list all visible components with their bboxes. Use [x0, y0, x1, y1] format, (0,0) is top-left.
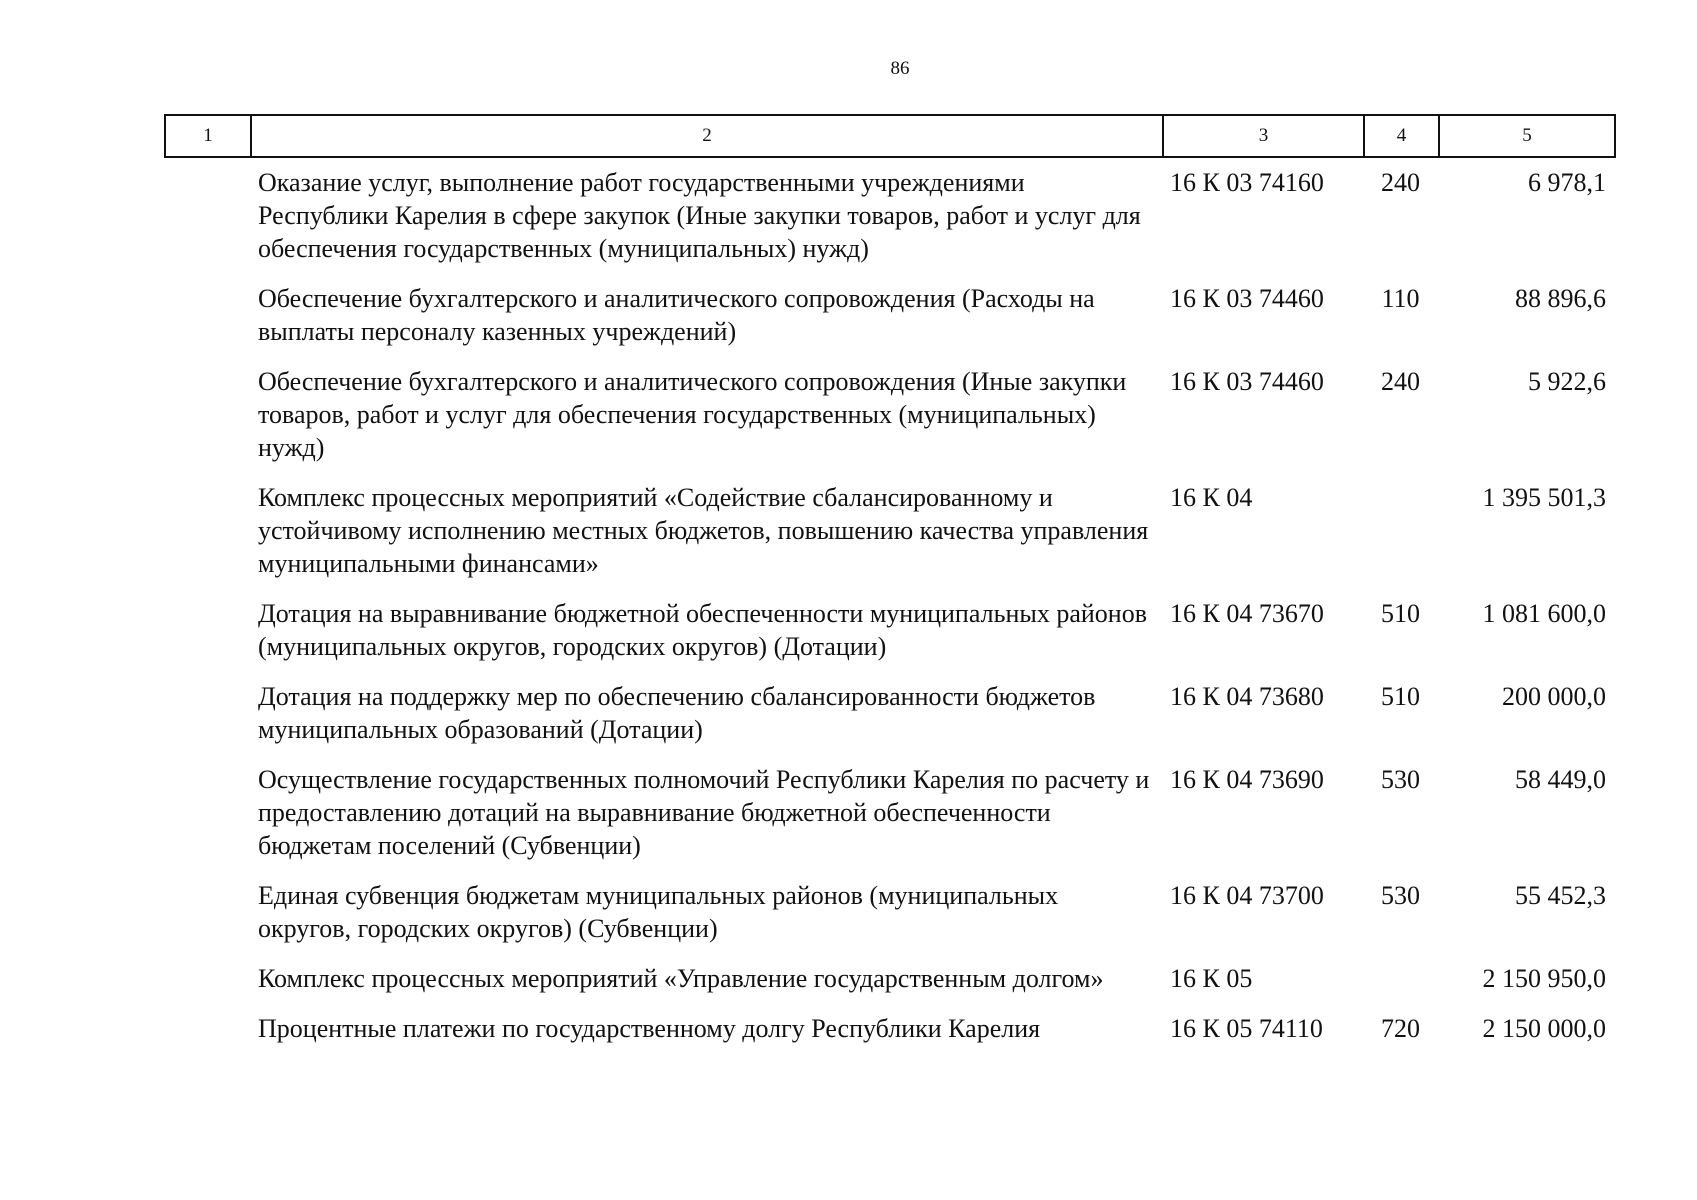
row-amount: 55 452,3	[1515, 881, 1606, 910]
row-description: Комплекс процессных мероприятий «Содействие сбалансированному и устойчивому исполнению местных бюджетов, повышению качества управления муниципальными финансами»	[258, 483, 1149, 578]
row-code: 16 К 04 73690	[1170, 765, 1324, 794]
row-description: Оказание услуг, выполнение работ государственными учреждениями Республики Карелия в сфере закупок (Иные закупки товаров, работ и услуг для обеспечения государственных (муниципальных) нужд)	[258, 168, 1141, 263]
row-type	[1363, 481, 1438, 580]
row-code: 16 К 03 74460	[1170, 284, 1324, 313]
blank-cell	[164, 481, 250, 580]
page-number: 86	[890, 58, 910, 79]
row-code: 16 К 05	[1170, 964, 1253, 993]
row-type: 530	[1381, 765, 1420, 794]
header-col-1: 1	[165, 115, 251, 157]
blank-cell	[164, 597, 250, 663]
blank-cell	[164, 365, 250, 464]
row-description: Единая субвенция бюджетам муниципальных районов (муниципальных округов, городских округов) (Субвенции)	[258, 881, 1059, 943]
row-description: Дотация на поддержку мер по обеспечению сбалансированности бюджетов муниципальных образований (Дотации)	[258, 682, 1096, 744]
table-row	[164, 365, 1614, 464]
row-code: 16 К 04	[1170, 483, 1253, 512]
row-code: 16 К 04 73700	[1170, 881, 1324, 910]
budget-rows	[164, 166, 1614, 1062]
row-code: 16 К 04 73670	[1170, 599, 1324, 628]
table-row	[164, 879, 1614, 945]
table-row	[164, 1012, 1614, 1045]
table-row	[164, 763, 1614, 862]
row-description: Дотация на выравнивание бюджетной обеспеченности муниципальных районов (муниципальных округов, городских округов) (Дотации)	[258, 599, 1147, 661]
table-row	[164, 166, 1614, 265]
row-type: 510	[1381, 599, 1420, 628]
row-description: Обеспечение бухгалтерского и аналитического сопровождения (Расходы на выплаты персоналу казенных учреждений)	[258, 284, 1095, 346]
row-amount: 200 000,0	[1502, 682, 1606, 711]
blank-cell	[164, 879, 250, 945]
row-code: 16 К 03 74160	[1170, 168, 1324, 197]
row-description: Процентные платежи по государственному долгу Республики Карелия	[258, 1014, 1041, 1043]
header-col-2: 2	[251, 115, 1163, 157]
row-amount: 1 081 600,0	[1482, 599, 1606, 628]
header-row	[165, 115, 1615, 157]
row-amount: 2 150 000,0	[1482, 1014, 1606, 1043]
table-row	[164, 680, 1614, 746]
blank-cell	[164, 166, 250, 265]
blank-cell	[164, 763, 250, 862]
blank-cell	[164, 1012, 250, 1045]
table-row	[164, 481, 1614, 580]
row-amount: 88 896,6	[1515, 284, 1606, 313]
table-row	[164, 282, 1614, 348]
row-code: 16 К 03 74460	[1170, 367, 1324, 396]
row-description: Обеспечение бухгалтерского и аналитического сопровождения (Иные закупки товаров, работ и услуг для обеспечения государственных (муниципальных) нужд)	[258, 367, 1127, 462]
row-type: 720	[1381, 1014, 1420, 1043]
row-description: Комплекс процессных мероприятий «Управление государственным долгом»	[258, 964, 1104, 993]
row-amount: 58 449,0	[1515, 765, 1606, 794]
blank-cell	[164, 962, 250, 995]
row-amount: 1 395 501,3	[1482, 483, 1606, 512]
row-type: 240	[1381, 367, 1420, 396]
header-col-4: 4	[1364, 115, 1439, 157]
row-type	[1363, 962, 1438, 995]
header-col-5: 5	[1439, 115, 1615, 157]
row-amount: 6 978,1	[1528, 168, 1606, 197]
row-code: 16 К 05 74110	[1170, 1014, 1323, 1043]
row-description: Осуществление государственных полномочий Республики Карелия по расчету и предоставлению дотаций на выравнивание бюджетной обеспеченности бюджетам поселений (Субвенции)	[258, 765, 1150, 860]
row-amount: 5 922,6	[1528, 367, 1606, 396]
column-number-header	[164, 114, 1616, 158]
header-col-3: 3	[1163, 115, 1364, 157]
row-type: 110	[1381, 284, 1420, 313]
row-type: 240	[1381, 168, 1420, 197]
blank-cell	[164, 680, 250, 746]
blank-cell	[164, 282, 250, 348]
row-type: 530	[1381, 881, 1420, 910]
row-code: 16 К 04 73680	[1170, 682, 1324, 711]
row-type: 510	[1381, 682, 1420, 711]
table-row	[164, 962, 1614, 995]
table-row	[164, 597, 1614, 663]
row-amount: 2 150 950,0	[1482, 964, 1606, 993]
